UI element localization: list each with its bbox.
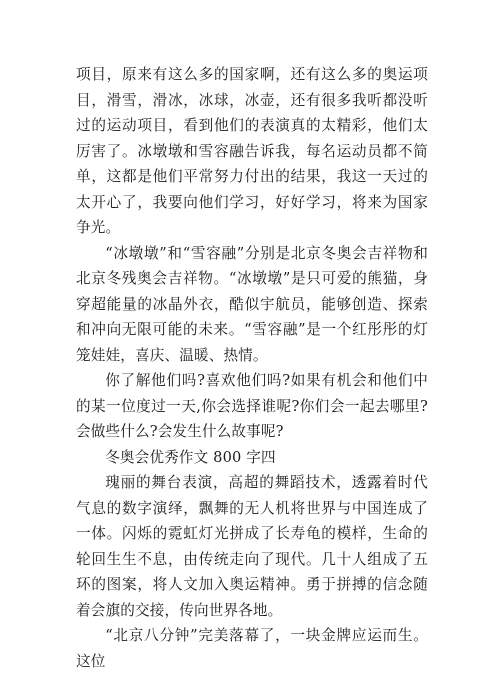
paragraph-stage-performance: 瑰丽的舞台表演，高超的舞蹈技术，透露着时代气息的数字演绎，飘舞的无人机将世界与中国连成了一体。闪烁的霓虹灯光拼成了长寿龟的模样，生命的轮回生生不息，由传统走向了现代。几十人组成了五环的图案，将人文加入奥运精神。勇于拼搏的信念随着会旗的交接，传向世界各地。 — [76, 474, 428, 619]
article-body — [76, 62, 428, 674]
section-heading: 冬奥会优秀作文 800 字四 — [105, 448, 276, 466]
paragraph-questions: 你了解他们吗?喜欢他们吗?如果有机会和他们中的某一位度过一天,你会选择谁呢?你们会一起去哪里?会做些什么?会发生什么故事呢? — [76, 372, 428, 440]
paragraph-mascots: “冰墩墩”和“雪容融”分别是北京冬奥会吉祥物和北京冬残奥会吉祥物。“冰墩墩”是只可爱的熊猫，身穿超能量的冰晶外衣，酷似宇航员，能够创造、探索和冲向无限可能的未来。“雪容融”是一个红彤彤的灯笼娃娃，喜庆、温暖、热情。 — [76, 244, 428, 364]
paragraph-beijing-eight-minutes: “北京八分钟”完美落幕了，一块金牌应运而生。这位 — [76, 627, 428, 670]
paragraph-olympic-events: 项目，原来有这么多的国家啊，还有这么多的奥运项目，滑雪，滑冰，冰球，冰壶，还有很多我听都没听过的运动项目，看到他们的表演真的太精彩，他们太厉害了。冰墩墩和雪容融告诉我，每名运动员都不简单，这都是他们平常努力付出的结果，我这一天过的太开心了，我要向他们学习，好好学习，将来为国家争光。 — [76, 66, 428, 236]
